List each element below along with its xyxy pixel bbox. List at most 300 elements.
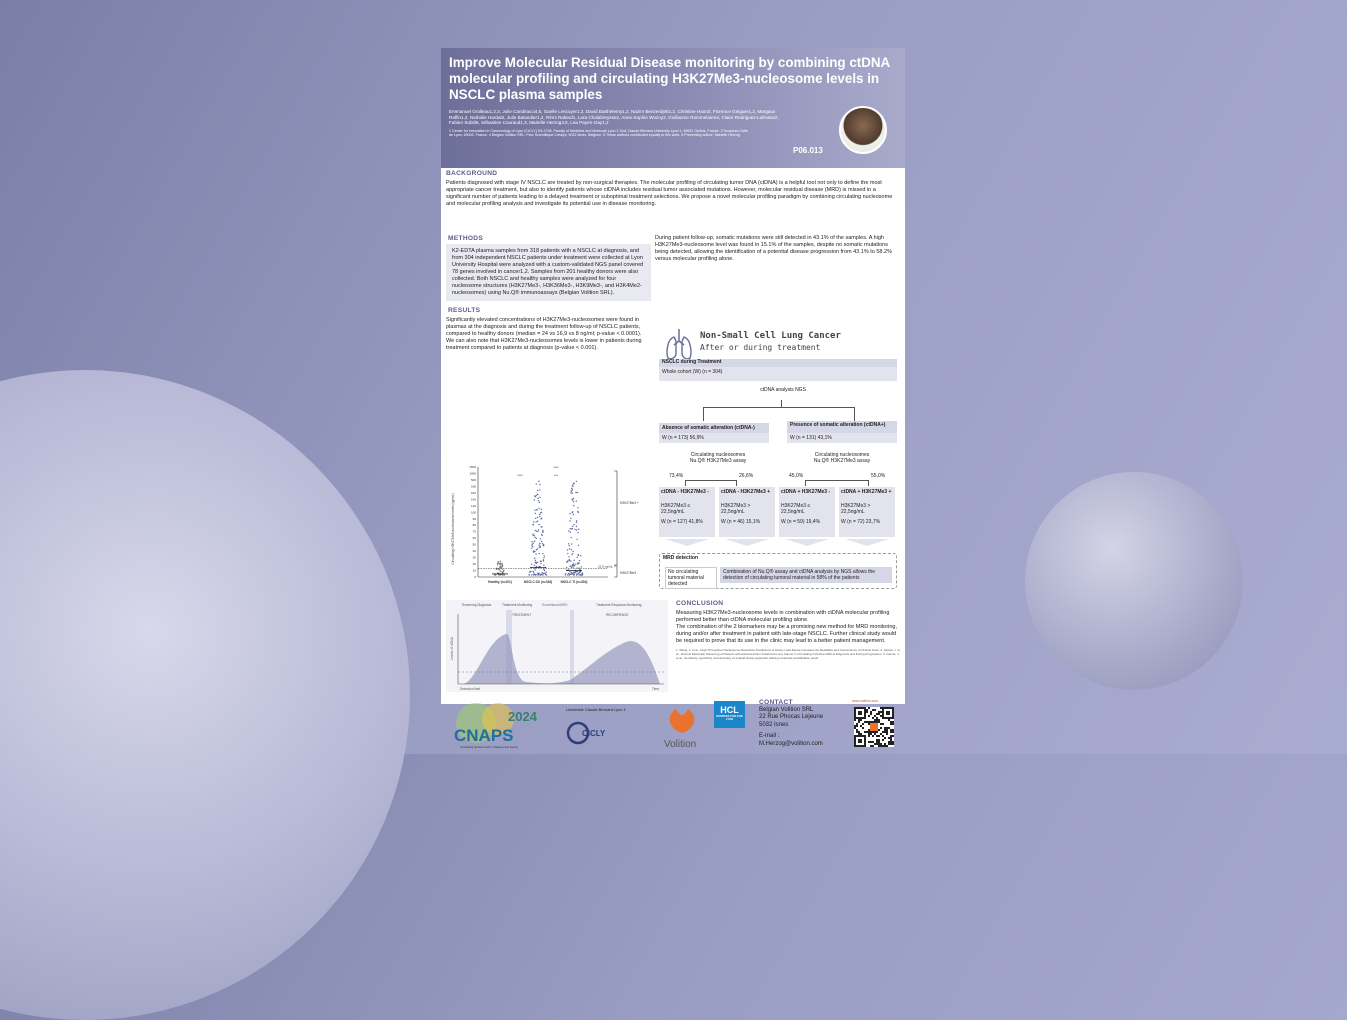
data-point [577,492,578,493]
contact-title: CONTACT [759,699,793,706]
presence-count: W (n = 131) 43,1% [787,433,897,443]
poster-header [441,48,905,168]
group-title: ctDNA + H3K27Me3 - [781,489,831,495]
group-arrow [725,539,769,546]
contact-block [759,699,823,749]
data-point [539,547,540,548]
data-point [533,535,534,536]
data-point [538,500,539,501]
contact-city: 5032 Isnes [759,721,789,728]
background-title: BACKGROUND [446,170,498,177]
group-count: W (n = 59) 19,4% [781,519,821,525]
data-point [567,561,568,562]
data-point [539,553,540,554]
y-tick-label: 120 [470,503,476,508]
significance-label: *** [554,474,558,478]
data-point [545,574,546,575]
data-point [531,574,532,575]
group-box [839,487,895,537]
data-point [534,540,535,541]
data-point [567,574,568,575]
group-box [779,487,835,537]
data-point [576,526,577,527]
y-tick-label: 500 [470,477,476,482]
data-point [572,493,573,494]
conclusion-title: CONCLUSION [676,600,724,607]
data-point [537,531,538,532]
data-point [542,543,543,544]
data-point [569,545,570,546]
cohort-title: NSCLC during Treatment [659,359,897,367]
results-scatter-chart [446,459,651,589]
cohort-text: Whole cohort (W) (n = 304) [659,367,897,381]
data-point [497,563,498,564]
data-point [537,562,538,563]
data-point [497,561,498,562]
group-arrow [665,539,709,546]
pct-right-b: 55,0% [871,473,886,479]
data-point [573,524,574,525]
data-point [536,563,537,564]
data-point [534,557,535,558]
data-point [534,510,535,511]
data-point [497,564,498,565]
data-point [543,557,544,558]
presence-title: Presence of somatic alteration (ctDNA+) [787,421,897,433]
group-desc: H3K27Me3 > 22,5ng/mL [721,503,751,515]
data-point [543,560,544,561]
data-point [536,495,537,496]
data-point [570,492,571,493]
y-tick-label: 1500 [469,465,476,469]
data-point [541,509,542,510]
data-point [571,572,572,573]
group-desc: H3K27Me3 ≤ 22,5ng/mL [781,503,811,515]
data-point [504,574,505,575]
data-point [539,574,540,575]
data-point [578,554,579,555]
data-point [543,565,544,566]
data-point [538,529,539,530]
data-point [572,486,573,487]
data-point [539,489,540,490]
pct-left-b: 26,6% [739,473,754,479]
data-point [570,565,571,566]
data-point [565,573,566,574]
data-point [567,553,568,554]
data-point [537,517,538,518]
y-tick-label: 140 [470,497,476,502]
flowchart-heading: Non-Small Cell Lung Cancer [700,331,841,341]
data-point [502,572,503,573]
ctdna-analysis-label: ctDNA analysis NGS [760,387,806,393]
data-point [572,485,573,486]
data-point [502,566,503,567]
data-point [535,496,536,497]
data-point [539,497,540,498]
results-text: Significantly elevated concentrations of H3K27Me3-nucleosomes were found in plasmas at the diagnosis and during the treatment follow-up of NSCLC patients, compared to healthy donors (median = 24 vs 16,9 vs 8 ng/ml; p-value < 0.0001). We can also note that H3K27Me3-nucleosomes levels is lower in patients during treatment compared to patients at diagnosis (p-value < 0.001). [446,317,642,351]
data-point [576,500,577,501]
data-point [538,574,539,575]
methods-title: METHODS [448,235,484,242]
data-point [577,563,578,564]
y-axis-label: Circulating H3K27Me3-nucleosome levels (ng/mL) [451,493,455,565]
x-tick-label: NSCLC TI (n=304) [560,580,588,584]
cnaps-subtitle: Circulating Nucleic Acids in Plasma and Serum [460,745,519,749]
group-title: ctDNA - H3K27Me3 + [721,489,771,495]
data-point [539,544,540,545]
data-point [539,514,540,515]
y-tick-label: 70 [472,529,476,534]
data-point [573,514,574,515]
data-point [575,492,576,493]
data-point [535,574,536,575]
contact-email[interactable]: M.Herzog@volition.com [759,740,823,747]
data-point [540,538,541,539]
data-point [567,549,568,550]
y-tick-label: 20 [472,562,476,567]
data-point [537,490,538,491]
data-point [538,524,539,525]
volition-logo [660,705,708,751]
diagram-label: Levels of ctDNA [450,637,454,660]
hcl-subtitle: HOSPICES CIVILS DE LYON [716,715,743,721]
email-label: E-mail : [759,733,780,740]
flow-line [685,480,686,486]
data-point [572,489,573,490]
data-point [542,530,543,531]
flow-line [805,480,869,481]
y-tick-label: 180 [470,484,476,489]
y-tick-label: 0 [474,575,476,579]
data-point [570,531,571,532]
data-point [580,574,581,575]
data-point [533,524,534,525]
data-point [534,499,535,500]
data-point [537,573,538,574]
data-point [528,574,529,575]
pct-left-a: 73,4% [669,473,684,479]
presenter-photo [839,106,887,154]
data-point [542,532,543,533]
cnaps-name: CNAPS [454,726,514,745]
background-circle-left [0,370,410,1020]
y-tick-label: 10 [472,568,476,573]
data-point [568,556,569,557]
background-circle-right [1025,472,1243,690]
x-tick-label: Healthy (n=201) [488,580,512,584]
data-point [541,560,542,561]
diagram-label: Treatment Monitoring [502,603,533,607]
background-section [446,170,900,226]
poster-authors: Emmanuel Grolleau1,2,3, Julie Candiracci4,5, Gaelle Lescuyer1,2, David Barthelemy1,2, Nazim Benzerdjeb1,2, Christine Haon2, Florence Geiguer1,2, Margaux Raffin1,2, Nathalie Hardat2, Julie Balandier1,2, Rémi Rabeuf1, Lara Chalabreysse2, Anne-Sophie Wozny2, Guillaume Rommelaere4, Claire Rodriguez-Lafrasse2, Fabien Subtil6, Sébastien Couraud1,3, Marielle Herzog4,5, Lea Payen-Gay1,2 [449,109,779,126]
data-point [539,543,540,544]
y-tick-label: 160 [470,490,476,495]
data-point [533,574,534,575]
data-point [532,546,533,547]
contact-street: 22 Rue Phocas Lejeune [759,714,824,721]
flow-line [805,480,806,486]
data-point [540,518,541,519]
data-point [500,565,501,566]
mrd-timeline-diagram [446,600,668,692]
data-point [578,512,579,513]
group-count: W (n = 46) 15,1% [721,519,761,525]
flow-line [736,480,737,486]
data-point [579,560,580,561]
data-point [569,520,570,521]
diagram-label: Time [652,687,659,691]
data-point [542,572,543,573]
data-point [568,573,569,574]
methods-text: K2-EDTA plasma samples from 318 patients with a NSCLC at diagnosis, and from 304 independent NSCLC patients under treatment were collected at Lyon University Hospital were analyzed with a custom-validated NGS panel covered 78 genes involved in cancer1,2. Samples from 201 healthy donors were also collected. Both NSCLC and healthy samples were analyzed for four nucleosome structures (H3K27Me3-, H3K36Me3-, H3K9Me3-, and H3K4Me2-nucleosomes) using Nu.Q® immunoassays (Belgian Volition SRL). [446,244,651,301]
flow-line [854,407,855,421]
data-point [536,549,537,550]
data-point [539,484,540,485]
data-point [577,532,578,533]
website-link[interactable]: www.volition.com [852,699,879,703]
data-point [576,529,577,530]
data-point [568,543,569,544]
contact-company: Belgian Volition SRL [759,706,814,713]
data-point [564,574,565,575]
data-point [539,502,540,503]
significance-label: **** [517,474,523,478]
nucleosome-assay-left: Circulating nucleosomes Nu.Q® H3K27Me3 assay [689,452,747,464]
group-count: W (n = 127) 41,8% [661,519,703,525]
mrd-combo: Combination of Nu.Q® assay and ctDNA analysis by NGS allows the detection of circulating tumoral material in 58% of the patients [720,567,892,583]
y-tick-label: 50 [472,542,476,547]
data-point [573,483,574,484]
data-point [500,571,501,572]
methods-results-panel [446,231,651,592]
data-point [537,509,538,510]
data-point [576,522,577,523]
data-point [541,541,542,542]
flow-line [781,400,782,407]
data-point [544,555,545,556]
data-point [573,560,574,561]
data-point [544,570,545,571]
data-point [538,481,539,482]
data-point [539,566,540,567]
data-point [497,568,498,569]
data-point [502,568,503,569]
y-tick-label: 60 [472,536,476,541]
diagram-label: Detection limit [460,687,481,691]
data-point [538,573,539,574]
flowchart-panel [655,231,900,592]
background-text: Patients diagnosed with stage IV NSCLC are treated by non-surgical therapies. The molecular profiling of circulating tumor DNA (ctDNA) is a helpful tool not only to define the most appropriate cancer treatment, but also to identify patients whose ctDNA includes residual tumor associated mutations. However, molecular residual disease (MRD) is missed in a significant number of patients leading to a delayed treatment or suboptimal treatment selections. We propose a novel molecular profiling paradigm by combining circulating nucleosome and molecular profiling analysis and investigate its potential use in disease monitoring. [446,180,893,207]
data-point [569,513,570,514]
data-point [572,526,573,527]
data-point [572,511,573,512]
flow-line [685,480,737,481]
data-point [570,560,571,561]
data-point [535,518,536,519]
data-point [572,551,573,552]
data-point [535,513,536,514]
data-point [502,574,503,575]
y-tick-label: 40 [472,549,476,554]
data-point [574,529,575,530]
data-point [502,565,503,566]
y-tick-label: 100 [470,510,476,515]
data-point [573,573,574,574]
data-point [542,553,543,554]
data-point [539,516,540,517]
data-point [533,542,534,543]
data-point [537,521,538,522]
volition-text: Volition [664,739,697,750]
group-box [719,487,775,537]
threshold-label: 22.5 ng/mL [598,564,614,569]
group-desc: H3K27Me3 > 22,5ng/mL [841,503,871,515]
university-logo: Université Claude Bernard Lyon 1 [566,707,626,712]
data-point [569,571,570,572]
data-point [567,560,568,561]
flow-line [703,407,855,408]
data-point [576,520,577,521]
brace-label: H3K27Me3 + [620,501,639,505]
data-point [577,571,578,572]
qr-code-icon[interactable] [854,707,894,747]
data-point [582,574,583,575]
cicly-text: CICLY [582,729,606,738]
data-point [578,545,579,546]
group-box [659,487,715,537]
y-tick-label: 80 [472,523,476,528]
poster-affiliations: 1 Center for Innovation in Cancerology of Lyon (CICLY) EA 3738, Faculty of Medicine and Molecule Lyon 1 Sud, Claude Bernard University Lyon 1, 69921 Oullins, France. 2 Hospices Civils de Lyon, 69002, France. 4 Belgian Volition SRL, Parc Scientifique Créalys, 5032 Isnes, Belgium. 5 These authors contributed equally to this work. 6 Presenting author: Marielle Herzog [449,128,748,138]
data-point [574,572,575,573]
data-point [534,565,535,566]
cicly-logo [566,719,606,749]
data-point [542,574,543,575]
absence-count: W (n = 173) 56,9% [659,433,769,443]
data-point [581,566,582,567]
conclusion-text-2: The combination of the 2 biomarkers may be a promising new method for MRD monitoring, during and/or after treatment in patient with late-stage NSCLC. Further clinical study would be required to prove that its use in the clinic may lead to a better patient management. [676,624,898,644]
poster [441,48,905,750]
diagram-label: Screening Diagnosis [462,603,492,607]
poster-title: Improve Molecular Residual Disease monitoring by combining ctDNA molecular profiling and circulating H3K27Me3-nucleosome levels in NSCLC plasma samples [449,55,890,102]
followup-text: During patient follow-up, somatic mutations were still detected in 43.1% of the samples. A high H3K27Me3-nucleosome level was found in 15.1% of the samples, despite no somatic mutations being detected, allowing the identification of a potential disease progression from 43.1% to 58.2% versus molecular profiling alone. [655,235,892,262]
data-point [540,574,541,575]
data-point [534,562,535,563]
data-point [568,530,569,531]
data-point [545,572,546,573]
data-point [531,541,532,542]
data-point [580,555,581,556]
diagram-label: TREATMENT [512,613,532,617]
data-point [537,494,538,495]
group-title: ctDNA - H3K27Me3 - [661,489,709,495]
data-point [540,512,541,513]
data-point [576,539,577,540]
data-point [570,537,571,538]
brace-lower [614,566,617,577]
data-point [571,573,572,574]
data-point [535,560,536,561]
nucleosome-assay-right: Circulating nucleosomes Nu.Q® H3K27Me3 assay [813,452,871,464]
data-point [531,563,532,564]
data-point [569,559,570,560]
flowchart-subheading: After or during treatment [700,343,821,352]
data-point [534,551,535,552]
data-point [578,529,579,530]
data-point [541,534,542,535]
conclusion-text-1: Measuring H3K27Me3-nucleosome levels in combination with ctDNA molecular profiling performed better than ctDNA molecular profiling alone. [676,610,890,623]
cnaps-year: 2024 [508,709,537,724]
x-tick-label: NSCLC DX (n=318) [523,580,553,584]
data-point [573,571,574,572]
data-point [533,521,534,522]
data-point [582,572,583,573]
group-arrow [845,539,889,546]
data-point [536,566,537,567]
data-point [573,501,574,502]
data-point [543,544,544,545]
data-point [546,574,547,575]
y-tick-label: 1000 [469,471,476,476]
diagram-label: Treatment Response Monitoring [596,603,642,607]
data-point [533,552,534,553]
data-point [536,483,537,484]
data-point [531,544,532,545]
data-point [541,526,542,527]
data-point [569,574,570,575]
conclusion-section [446,598,900,693]
data-point [529,572,530,573]
data-point [571,488,572,489]
data-point [566,567,567,568]
data-point [534,537,535,538]
data-point [571,549,572,550]
data-point [571,498,572,499]
data-point [573,505,574,506]
data-point [531,547,532,548]
data-point [578,574,579,575]
data-point [535,553,536,554]
data-point [536,538,537,539]
diagram-label: RECURRENCE [606,613,629,617]
brace-upper [614,471,617,565]
lungs-icon [665,327,693,361]
references: 1. Wang, L. et al., High-Throughput Nucleosome Resolution Predictions of Heavy Lipid-Dense Increases the Reliability and Convenience of Clinical Tests. 2. Garcia, J. et al., Routine Molecular Screening of Patients with Advanced Non-Small Cell Lung Cancer in Circulating Cell-Free DNA at Diagnosis and During Progression. 3. Garcia, J. et al., Sensitivity, specificity, and accuracy of a liquid biopsy approach utilizing molecular amplification pools. [676,648,900,660]
data-point [576,574,577,575]
data-point [572,528,573,529]
pct-right-a: 45,0% [789,473,804,479]
data-point [532,571,533,572]
significance-label: **** [553,466,559,470]
hcl-text: HCL [720,705,739,715]
poster-code: P06.013 [793,146,823,155]
data-point [577,557,578,558]
footer [446,697,900,752]
absence-title: Absence of somatic alteration (ctDNA-) [659,423,769,433]
data-point [571,554,572,555]
y-tick-label: 90 [472,516,476,521]
brace-label: H3K27Me3 - [620,571,638,575]
mrd-detection-box [659,553,897,589]
data-point [500,561,501,562]
data-point [543,573,544,574]
results-title: RESULTS [448,307,481,314]
hcl-logo [714,701,745,728]
data-point [577,507,578,508]
flow-line [868,480,869,486]
group-desc: H3K27Me3 ≤ 22,5ng/mL [661,503,691,515]
data-point [569,548,570,549]
